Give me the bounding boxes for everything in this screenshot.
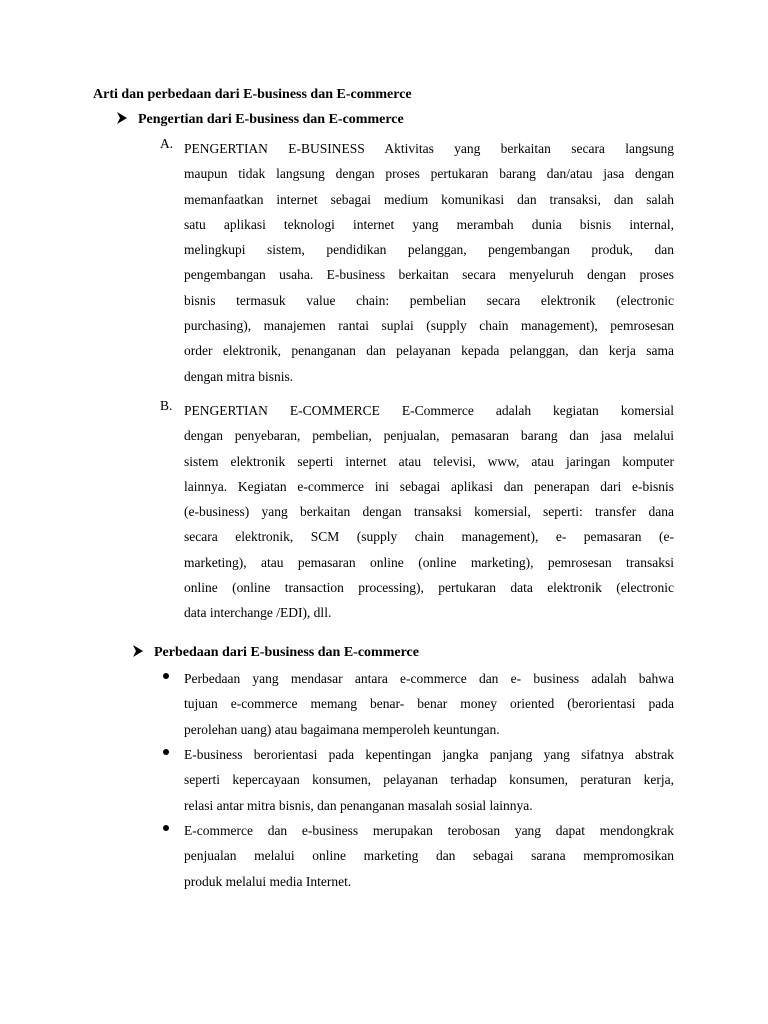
text-line: dengan penyebaran, pembelian, penjualan, pemasaran barang dan jasa melalui <box>184 428 674 444</box>
text-line: order elektronik, penanganan dan pelayanan kepada pelanggan, dan kerja sama <box>184 343 674 359</box>
text-line: dengan mitra bisnis. <box>184 368 294 384</box>
text-line: Perbedaan yang mendasar antara e-commerce dan e- business adalah bahwa <box>184 671 674 686</box>
text-line: bisnis termasuk value chain: pembelian secara elektronik (electronic <box>184 292 674 308</box>
text-line: sistem elektronik seperti internet atau televisi, www, atau jaringan komputer <box>184 453 674 469</box>
list-marker: A. <box>160 136 174 151</box>
text-line: produk melalui media Internet. <box>184 873 352 889</box>
text-line: pengembangan usaha. E-business berkaitan secara menyeluruh dengan proses <box>184 267 674 283</box>
text-line: perolehan uang) atau bagaimana memperoleh keuntungan. <box>184 721 500 737</box>
text-line: E-business berorientasi pada kepentingan jangka panjang yang sifatnya abstrak <box>184 747 674 762</box>
bullet-dot-icon <box>163 673 169 679</box>
bullet-item <box>160 818 674 894</box>
text-line: E-commerce dan e-business merupakan terobosan yang dapat mendongkrak <box>184 823 674 838</box>
text-line: melingkupi sistem, pendidikan pelanggan, pengembangan produk, dan <box>184 242 674 258</box>
text-line: seperti kepercayaan konsumen, pelayanan terhadap konsumen, peraturan kerja, <box>184 772 674 788</box>
text-line: purchasing), manajemen rantai suplai (supply chain management), pemrosesan <box>184 318 674 334</box>
text-line: tujuan e-commerce memang benar- benar money oriented (berorientasi pada <box>184 696 674 712</box>
text-line: penjualan melalui online marketing dan sebagai sarana mempromosikan <box>184 848 674 864</box>
text-line: relasi antar mitra bisnis, dan penanganan masalah sosial lainnya. <box>184 797 533 813</box>
text-line: maupun tidak langsung dengan proses pertukaran barang dan/atau jasa dengan <box>184 166 674 182</box>
section-heading-label: Perbedaan dari E-business dan E-commerce <box>154 645 419 660</box>
text-line: memanfaatkan internet sebagai medium komunikasi dan transaksi, dan salah <box>184 191 674 207</box>
section-heading-label: Pengertian dari E-business dan E-commerce <box>138 112 404 127</box>
bullet-item <box>160 742 674 818</box>
bullet-item <box>160 666 674 742</box>
arrow-bullet-icon <box>133 645 143 657</box>
list-marker: B. <box>160 398 173 413</box>
text-line: data interchange /EDI), dll. <box>184 605 332 621</box>
paragraph-e-commerce <box>184 398 674 626</box>
text-line: satu aplikasi teknologi internet yang merambah dunia bisnis internal, <box>184 216 674 232</box>
text-line: PENGERTIAN E-BUSINESS Aktivitas yang berkaitan secara langsung <box>184 141 674 156</box>
text-line: PENGERTIAN E-COMMERCE E-Commerce adalah kegiatan komersial <box>184 403 674 418</box>
bullet-text <box>184 666 674 742</box>
text-line: secara elektronik, SCM (supply chain management), e- pemasaran (e- <box>184 529 674 545</box>
section-heading-perbedaan <box>133 645 419 661</box>
text-line: marketing), atau pemasaran online (online marketing), pemrosesan transaksi <box>184 554 674 570</box>
text-line: (e-business) yang berkaitan dengan transaksi komersial, seperti: transfer dana <box>184 504 674 520</box>
section-heading-pengertian <box>117 112 404 128</box>
text-line: lainnya. Kegiatan e-commerce ini sebagai aplikasi dan penerapan dari e-bisnis <box>184 478 674 494</box>
text-line: online (online transaction processing), pertukaran data elektronik (electronic <box>184 580 674 596</box>
list-item-b <box>160 398 674 626</box>
bullet-dot-icon <box>163 749 169 755</box>
bullet-text <box>184 818 674 894</box>
paragraph-e-business <box>184 136 674 389</box>
bullet-dot-icon <box>163 825 169 831</box>
document-title: Arti dan perbedaan dari E-business dan E-commerce <box>93 87 412 102</box>
arrow-bullet-icon <box>117 112 127 124</box>
list-item-a <box>160 136 674 389</box>
bullet-text <box>184 742 674 818</box>
